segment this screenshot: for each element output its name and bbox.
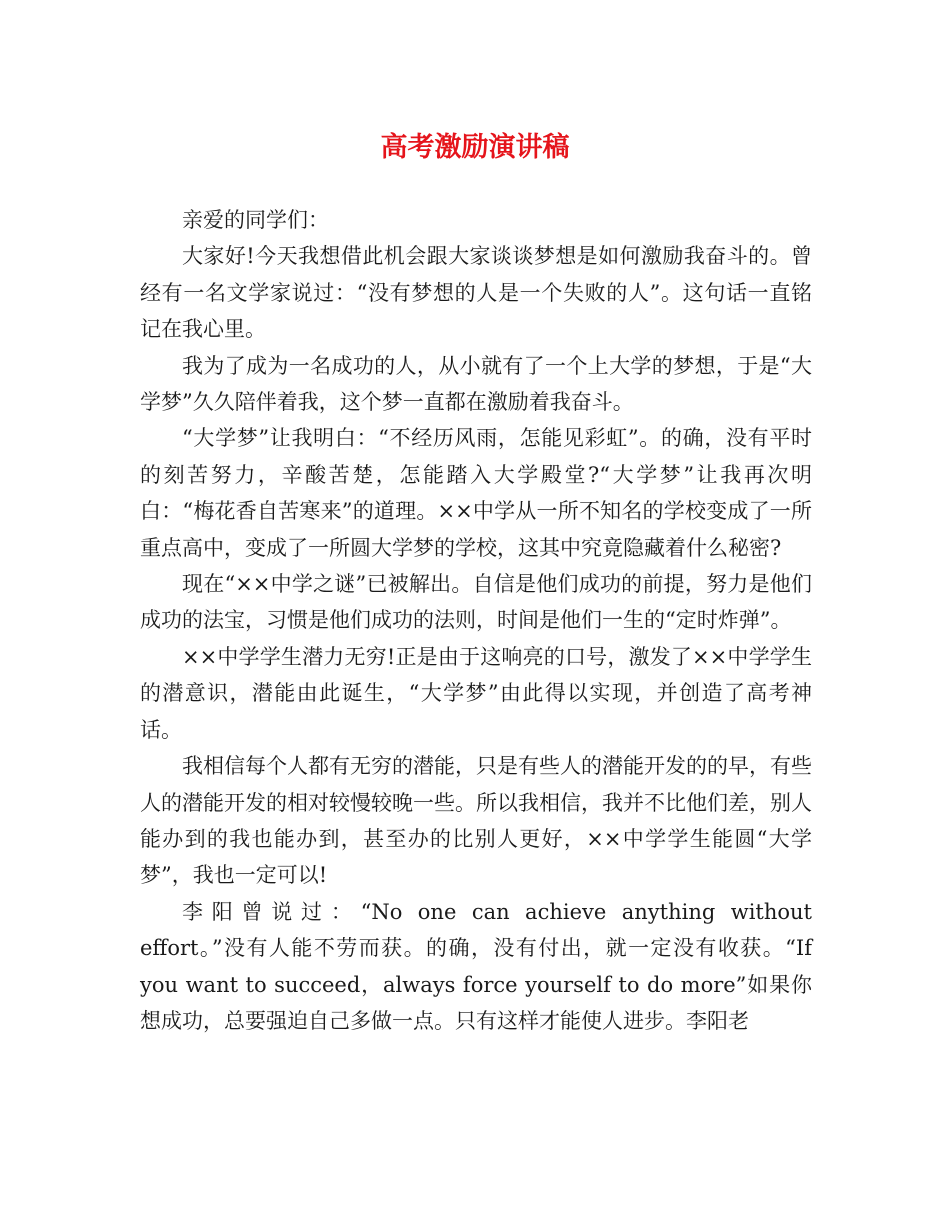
document-title: 高考激励演讲稿 (380, 132, 570, 163)
paragraph: 李阳曾说过：“No one can achieve anything without effort。”没有人能不劳而获。的确，没有付出，就一定没有收获。“If you want to succeed，always force yourself to do more”如果你想成功，总要强迫自己多做一点。只有这样才能使人进步。李阳老 (140, 899, 812, 1033)
paragraph: 我为了成为一名成功的人，从小就有了一个上大学的梦想，于是“大学梦”久久陪伴着我，这个梦一直都在激励着我奋斗。 (140, 353, 812, 415)
paragraph: ××中学学生潜力无穷!正是由于这响亮的口号，激发了××中学学生的潜意识，潜能由此诞生，“大学梦”由此得以实现，并创造了高考神话。 (140, 644, 812, 742)
paragraph: 我相信每个人都有无穷的潜能，只是有些人的潜能开发的的早，有些人的潜能开发的相对较慢较晚一些。所以我相信，我并不比他们差，别人能办到的我也能办到，甚至办的比别人更好，××中学学生能圆“大学梦”，我也一定可以! (140, 754, 812, 888)
document-body (140, 202, 812, 1039)
paragraph: 大家好!今天我想借此机会跟大家谈谈梦想是如何激励我奋斗的。曾经有一名文学家说过：“没有梦想的人是一个失败的人”。这句话一直铭记在我心里。 (140, 244, 812, 342)
paragraph: 现在“××中学之谜”已被解出。自信是他们成功的前提，努力是他们成功的法宝，习惯是他们成功的法则，时间是他们一生的“定时炸弹”。 (140, 572, 812, 633)
paragraph: “大学梦”让我明白：“不经历风雨，怎能见彩虹”。的确，没有平时的刻苦努力，辛酸苦楚，怎能踏入大学殿堂?“大学梦”让我再次明白：“梅花香自苦寒来”的道理。××中学从一所不知名的学校变成了一所重点高中，变成了一所圆大学梦的学校，这其中究竟隐藏着什么秘密? (140, 426, 812, 560)
paragraph-salutation: 亲爱的同学们： (182, 208, 329, 232)
